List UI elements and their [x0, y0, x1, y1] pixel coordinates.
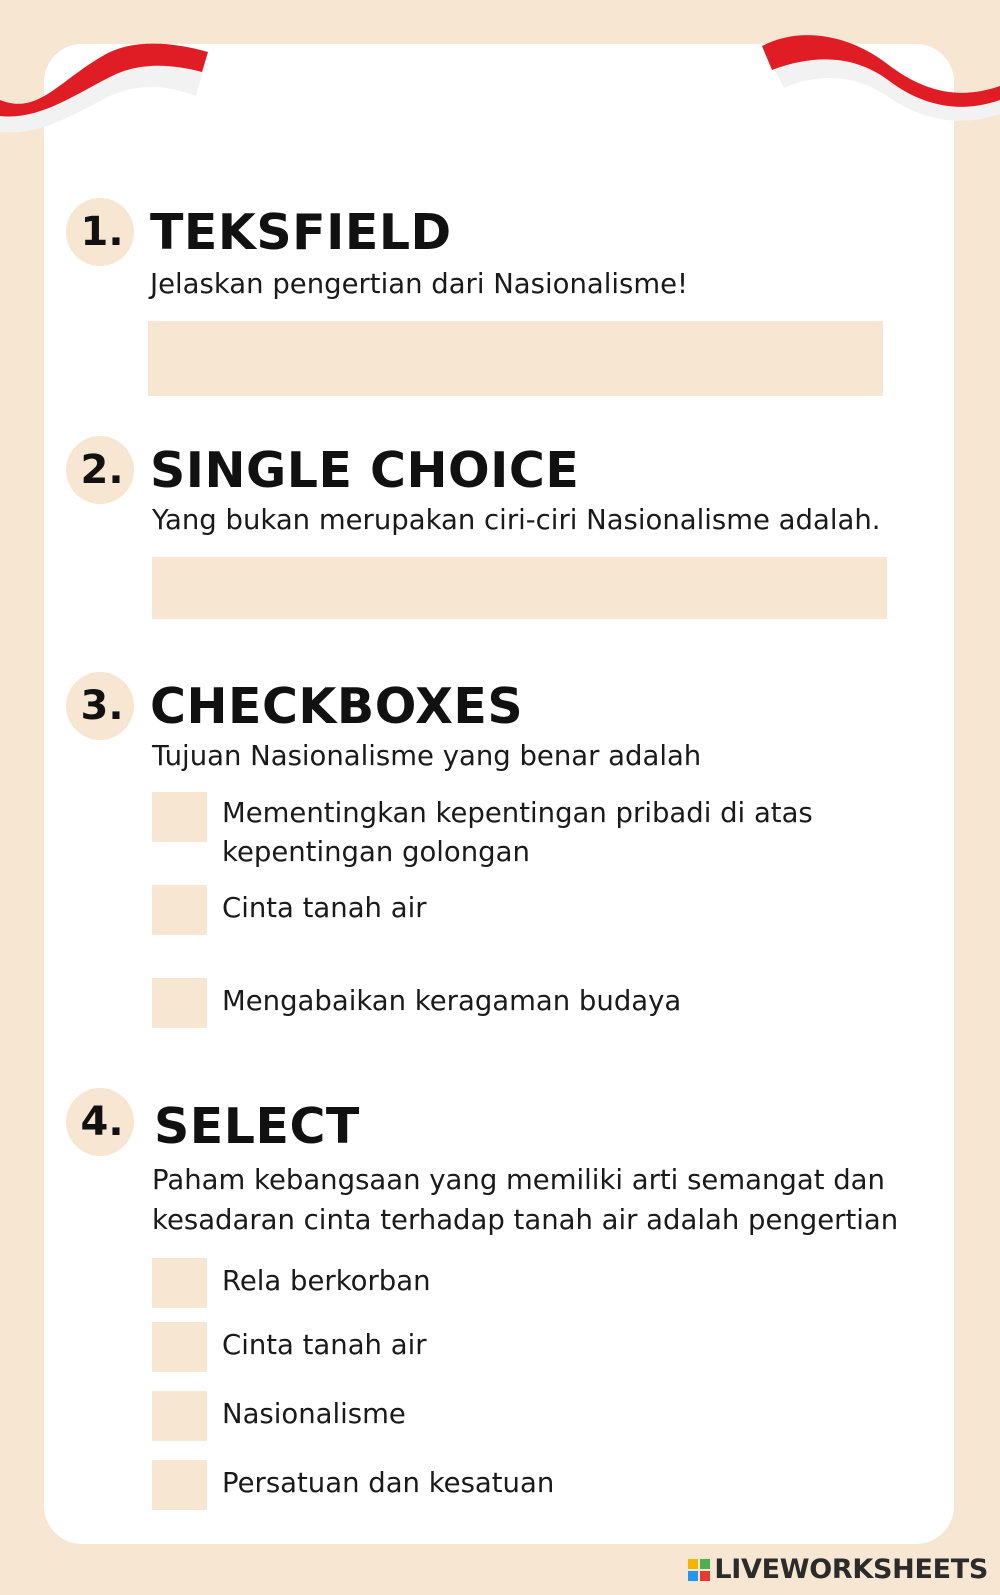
- option-label: Cinta tanah air: [222, 1329, 427, 1361]
- option-box[interactable]: [152, 1322, 207, 1372]
- section-select: [66, 1088, 926, 1518]
- question-number-badge: 4.: [66, 1088, 134, 1156]
- section-title: SINGLE CHOICE: [150, 442, 580, 499]
- single-choice-dropdown[interactable]: [152, 557, 887, 619]
- question-number-badge: 3.: [66, 672, 134, 740]
- section-checkboxes: [66, 672, 926, 1052]
- question-text: Tujuan Nasionalisme yang benar adalah: [152, 740, 702, 772]
- answer-text-field[interactable]: [148, 321, 883, 396]
- question-number-badge: 1.: [66, 198, 134, 266]
- option-box[interactable]: [152, 1391, 207, 1441]
- brand-text: LIVEWORKSHEETS: [714, 1554, 988, 1585]
- checkbox[interactable]: [152, 885, 207, 935]
- checkbox-option: [152, 792, 912, 872]
- select-option: [152, 1322, 912, 1372]
- liveworksheets-brand[interactable]: [688, 1554, 988, 1585]
- section-single-choice: [66, 436, 926, 636]
- flag-ribbon-right: [760, 26, 1000, 131]
- section-title: TEKSFIELD: [150, 204, 452, 261]
- flag-ribbon-left: [0, 38, 215, 138]
- checkbox-option: [152, 978, 912, 1028]
- option-label: Rela berkorban: [222, 1265, 431, 1297]
- question-text: Jelaskan pengertian dari Nasionalisme!: [150, 268, 689, 300]
- section-textfield: [66, 198, 926, 408]
- select-option: [152, 1391, 912, 1441]
- question-text: Paham kebangsaan yang memiliki arti semangat dan kesadaran cinta terhadap tanah air adalah pengertian: [152, 1164, 899, 1236]
- liveworksheets-logo-icon: [688, 1559, 710, 1581]
- checkbox[interactable]: [152, 792, 207, 842]
- checkbox-option: [152, 885, 912, 935]
- checkbox[interactable]: [152, 978, 207, 1028]
- option-box[interactable]: [152, 1258, 207, 1308]
- option-label: Cinta tanah air: [222, 892, 427, 924]
- option-label: Mementingkan kepentingan pribadi di atas kepentingan golongan: [222, 797, 813, 868]
- section-title: SELECT: [154, 1098, 360, 1155]
- select-option: [152, 1460, 912, 1510]
- option-label: Nasionalisme: [222, 1398, 406, 1430]
- question-text: Yang bukan merupakan ciri-ciri Nasionalisme adalah.: [152, 504, 881, 536]
- select-option: [152, 1258, 912, 1308]
- question-number-badge: 2.: [66, 436, 134, 504]
- section-title: CHECKBOXES: [150, 678, 524, 735]
- option-label: Persatuan dan kesatuan: [222, 1467, 555, 1499]
- option-label: Mengabaikan keragaman budaya: [222, 985, 682, 1017]
- option-box[interactable]: [152, 1460, 207, 1510]
